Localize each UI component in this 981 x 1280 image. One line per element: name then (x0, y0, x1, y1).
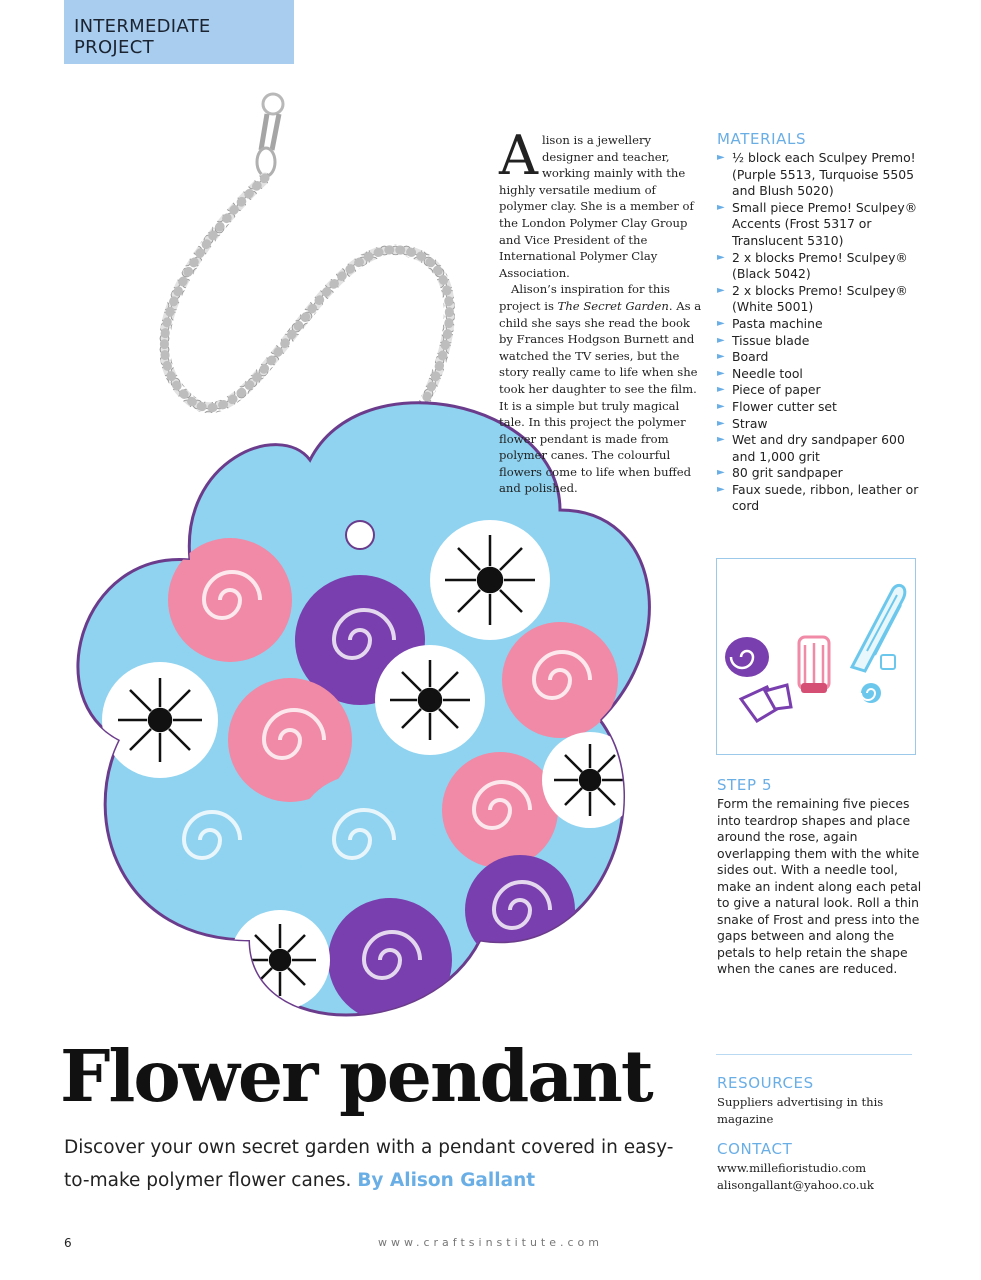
materials-item-text: 2 x blocks Premo! Sculpey® (Black 5042) (732, 249, 908, 282)
step-5-section (717, 776, 922, 978)
resources-heading: RESOURCES (717, 1074, 814, 1092)
bullet-arrow-icon: ► (717, 351, 725, 363)
turquoise-rose-slice (861, 683, 881, 703)
contact-email[interactable]: alisongallant@yahoo.co.uk (717, 1177, 874, 1192)
intro-paragraph-1-text: lison is a jewellery designer and teacher, working mainly with the highly versatile medium of polymer clay. She is a member of the London Polymer Clay Group and Vice President of the International Polymer Clay Association. (499, 133, 694, 280)
materials-item (717, 399, 922, 416)
standfirst-text: Discover your own secret garden with a pendant covered in easy-to-make polymer flower canes. (64, 1137, 674, 1191)
page-number: 6 (64, 1236, 72, 1250)
materials-item-text: Tissue blade (732, 332, 810, 348)
materials-item (717, 250, 922, 283)
materials-heading: MATERIALS (717, 130, 807, 148)
intro-paragraph-2 (499, 281, 703, 497)
materials-item-text: Pasta machine (732, 315, 823, 331)
bullet-arrow-icon: ► (717, 367, 725, 379)
materials-item-text: Board (732, 349, 769, 365)
step-text: Form the remaining five pieces into teardrop shapes and place around the rose, again overlapping them with the white sides out. With a needle tool, make an indent along each petal to give a natural look. Roll a thin snake of Frost and press into the gaps between and along the petals to help retain the shape when the canes are reduced. (717, 796, 922, 976)
materials-list (717, 150, 922, 515)
intro-paragraph-1 (499, 124, 703, 281)
step-photo (716, 558, 916, 755)
materials-item (717, 200, 922, 250)
bullet-arrow-icon: ► (717, 384, 725, 396)
bullet-arrow-icon: ► (717, 251, 725, 263)
materials-item (717, 382, 922, 399)
materials-item (717, 150, 922, 200)
bullet-arrow-icon: ► (717, 152, 725, 163)
clay-canes-illustration (717, 559, 915, 754)
bullet-arrow-icon: ► (717, 417, 725, 429)
bullet-arrow-icon: ► (717, 317, 725, 329)
divider (716, 1054, 912, 1055)
materials-section (717, 130, 922, 515)
bullet-arrow-icon: ► (717, 334, 725, 346)
bullet-arrow-icon: ► (717, 483, 725, 495)
section-tag-label: INTERMEDIATE PROJECT (74, 16, 211, 58)
book-title: The Secret Garden (557, 298, 669, 313)
pink-cane (799, 637, 829, 693)
materials-item (717, 316, 922, 333)
materials-item-text: Wet and dry sandpaper 600 and 1,000 grit (732, 432, 905, 464)
step-heading: STEP 5 (717, 776, 773, 794)
materials-item (717, 283, 922, 316)
materials-item (717, 366, 922, 383)
contact-section (717, 1140, 922, 1193)
materials-item-text: 2 x blocks Premo! Sculpey® (White 5001) (732, 282, 908, 315)
materials-item (717, 482, 922, 515)
contact-heading: CONTACT (717, 1140, 793, 1158)
section-tag (64, 0, 294, 64)
materials-item (717, 333, 922, 350)
materials-item-text: Flower cutter set (732, 398, 837, 414)
footer-url: www.craftsinstitute.com (378, 1236, 603, 1249)
bullet-arrow-icon: ► (717, 400, 725, 412)
bullet-arrow-icon: ► (717, 201, 725, 213)
materials-item-text: Faux suede, ribbon, leather or cord (732, 481, 919, 514)
materials-item-text: Needle tool (732, 365, 803, 381)
intro-p2-start: Alison’s inspiration for this project is (499, 282, 670, 313)
contact-website[interactable]: www.millefioristudio.com (717, 1161, 867, 1175)
materials-item (717, 465, 922, 482)
bullet-arrow-icon: ► (717, 467, 725, 479)
article-title: Flower pendant (60, 1034, 652, 1118)
materials-item (717, 349, 922, 366)
materials-item (717, 432, 922, 465)
purple-rose-cane (725, 637, 769, 677)
standfirst (64, 1131, 674, 1197)
materials-item-text: Straw (732, 415, 768, 431)
resources-section (717, 1074, 922, 1127)
materials-item-text: Piece of paper (732, 382, 821, 398)
intro-p2-end: . As a child she says she read the book by Frances Hodgson Burnett and watched the TV series, but the story really came to life when she took her daughter to see the film. It is a simple but truly magical tale. In this project the polymer flower pendant is made from polymer canes. The colourful flowers come to life when buffed and polished. (499, 298, 702, 496)
drop-cap: A (499, 124, 538, 187)
materials-item (717, 416, 922, 433)
turquoise-straw-cane (852, 585, 905, 671)
materials-item-text: Small piece Premo! Sculpey® Accents (Frost 5317 or Translucent 5310) (732, 199, 918, 248)
intro-text (499, 124, 703, 497)
bullet-arrow-icon: ► (717, 434, 725, 446)
resources-text: Suppliers advertising in this magazine (717, 1095, 884, 1126)
materials-item-text: 80 grit sandpaper (732, 465, 843, 481)
bullet-arrow-icon: ► (717, 284, 725, 296)
byline: By Alison Gallant (357, 1170, 536, 1191)
clasp (257, 94, 283, 176)
heart-pieces (741, 685, 791, 721)
materials-item-text: ½ block each Sculpey Premo! (Purple 5513, Turquoise 5505 and Blush 5020) (732, 150, 916, 199)
